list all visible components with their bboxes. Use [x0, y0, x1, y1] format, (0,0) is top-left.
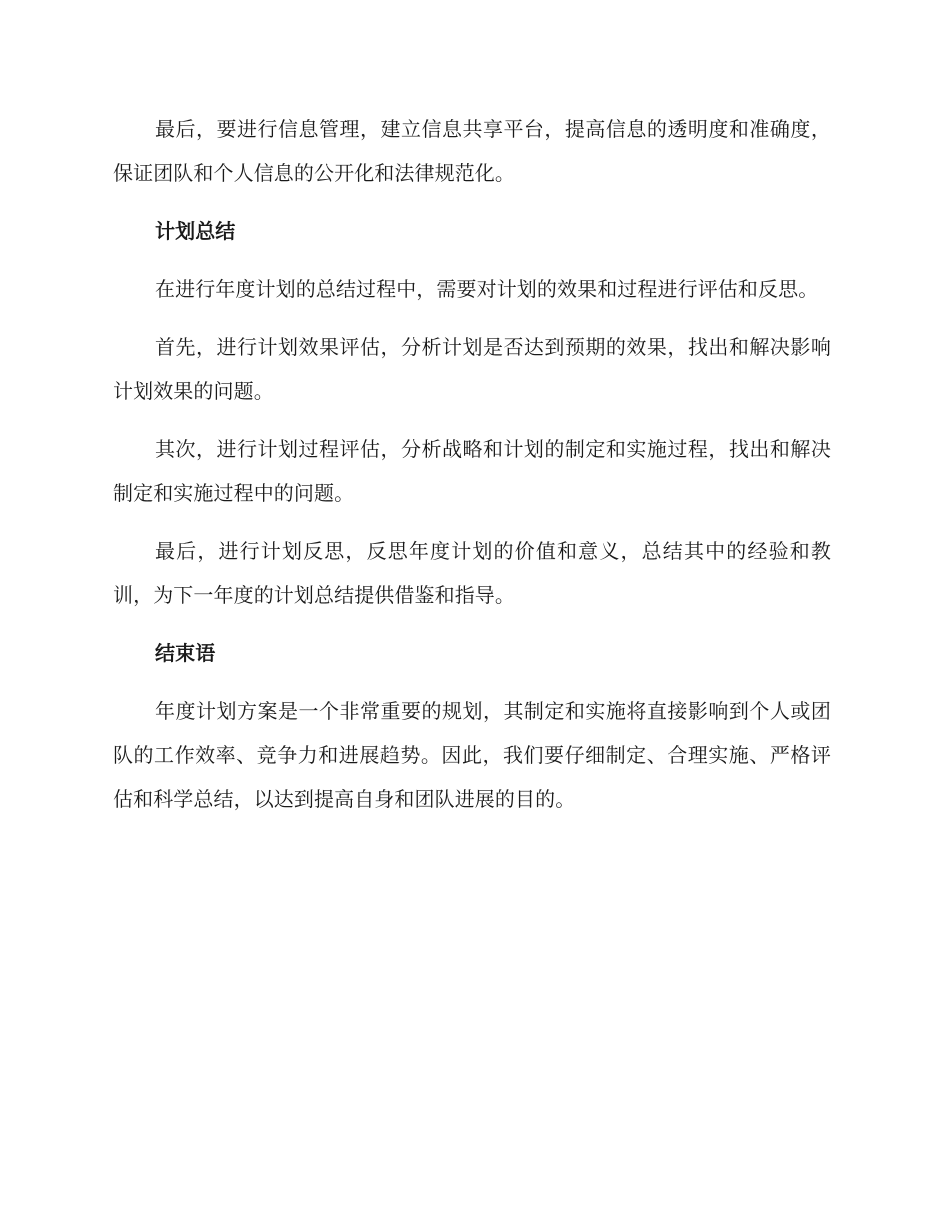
paragraph-effect-evaluation: 首先，进行计划效果评估，分析计划是否达到预期的效果，找出和解决影响计划效果的问题。 — [113, 335, 831, 403]
paragraph-conclusion: 年度计划方案是一个非常重要的规划，其制定和实施将直接影响到个人或团队的工作效率、竞争力和进展趋势。因此，我们要仔细制定、合理实施、严格评估和科学总结，以达到提高自身和团队进展的目的。 — [113, 699, 831, 811]
document-page — [113, 107, 831, 835]
paragraph-summary-intro: 在进行年度计划的总结过程中，需要对计划的效果和过程进行评估和反思。 — [155, 277, 819, 301]
section-heading-conclusion: 结束语 — [155, 641, 216, 665]
paragraph-plan-reflection: 最后，进行计划反思，反思年度计划的价值和意义，总结其中的经验和教训，为下一年度的计划总结提供借鉴和指导。 — [113, 539, 831, 607]
section-heading-plan-summary: 计划总结 — [155, 219, 236, 243]
paragraph-info-management: 最后，要进行信息管理，建立信息共享平台，提高信息的透明度和准确度，保证团队和个人信息的公开化和法律规范化。 — [113, 117, 831, 185]
paragraph-process-evaluation: 其次，进行计划过程评估，分析战略和计划的制定和实施过程，找出和解决制定和实施过程中的问题。 — [113, 437, 831, 505]
